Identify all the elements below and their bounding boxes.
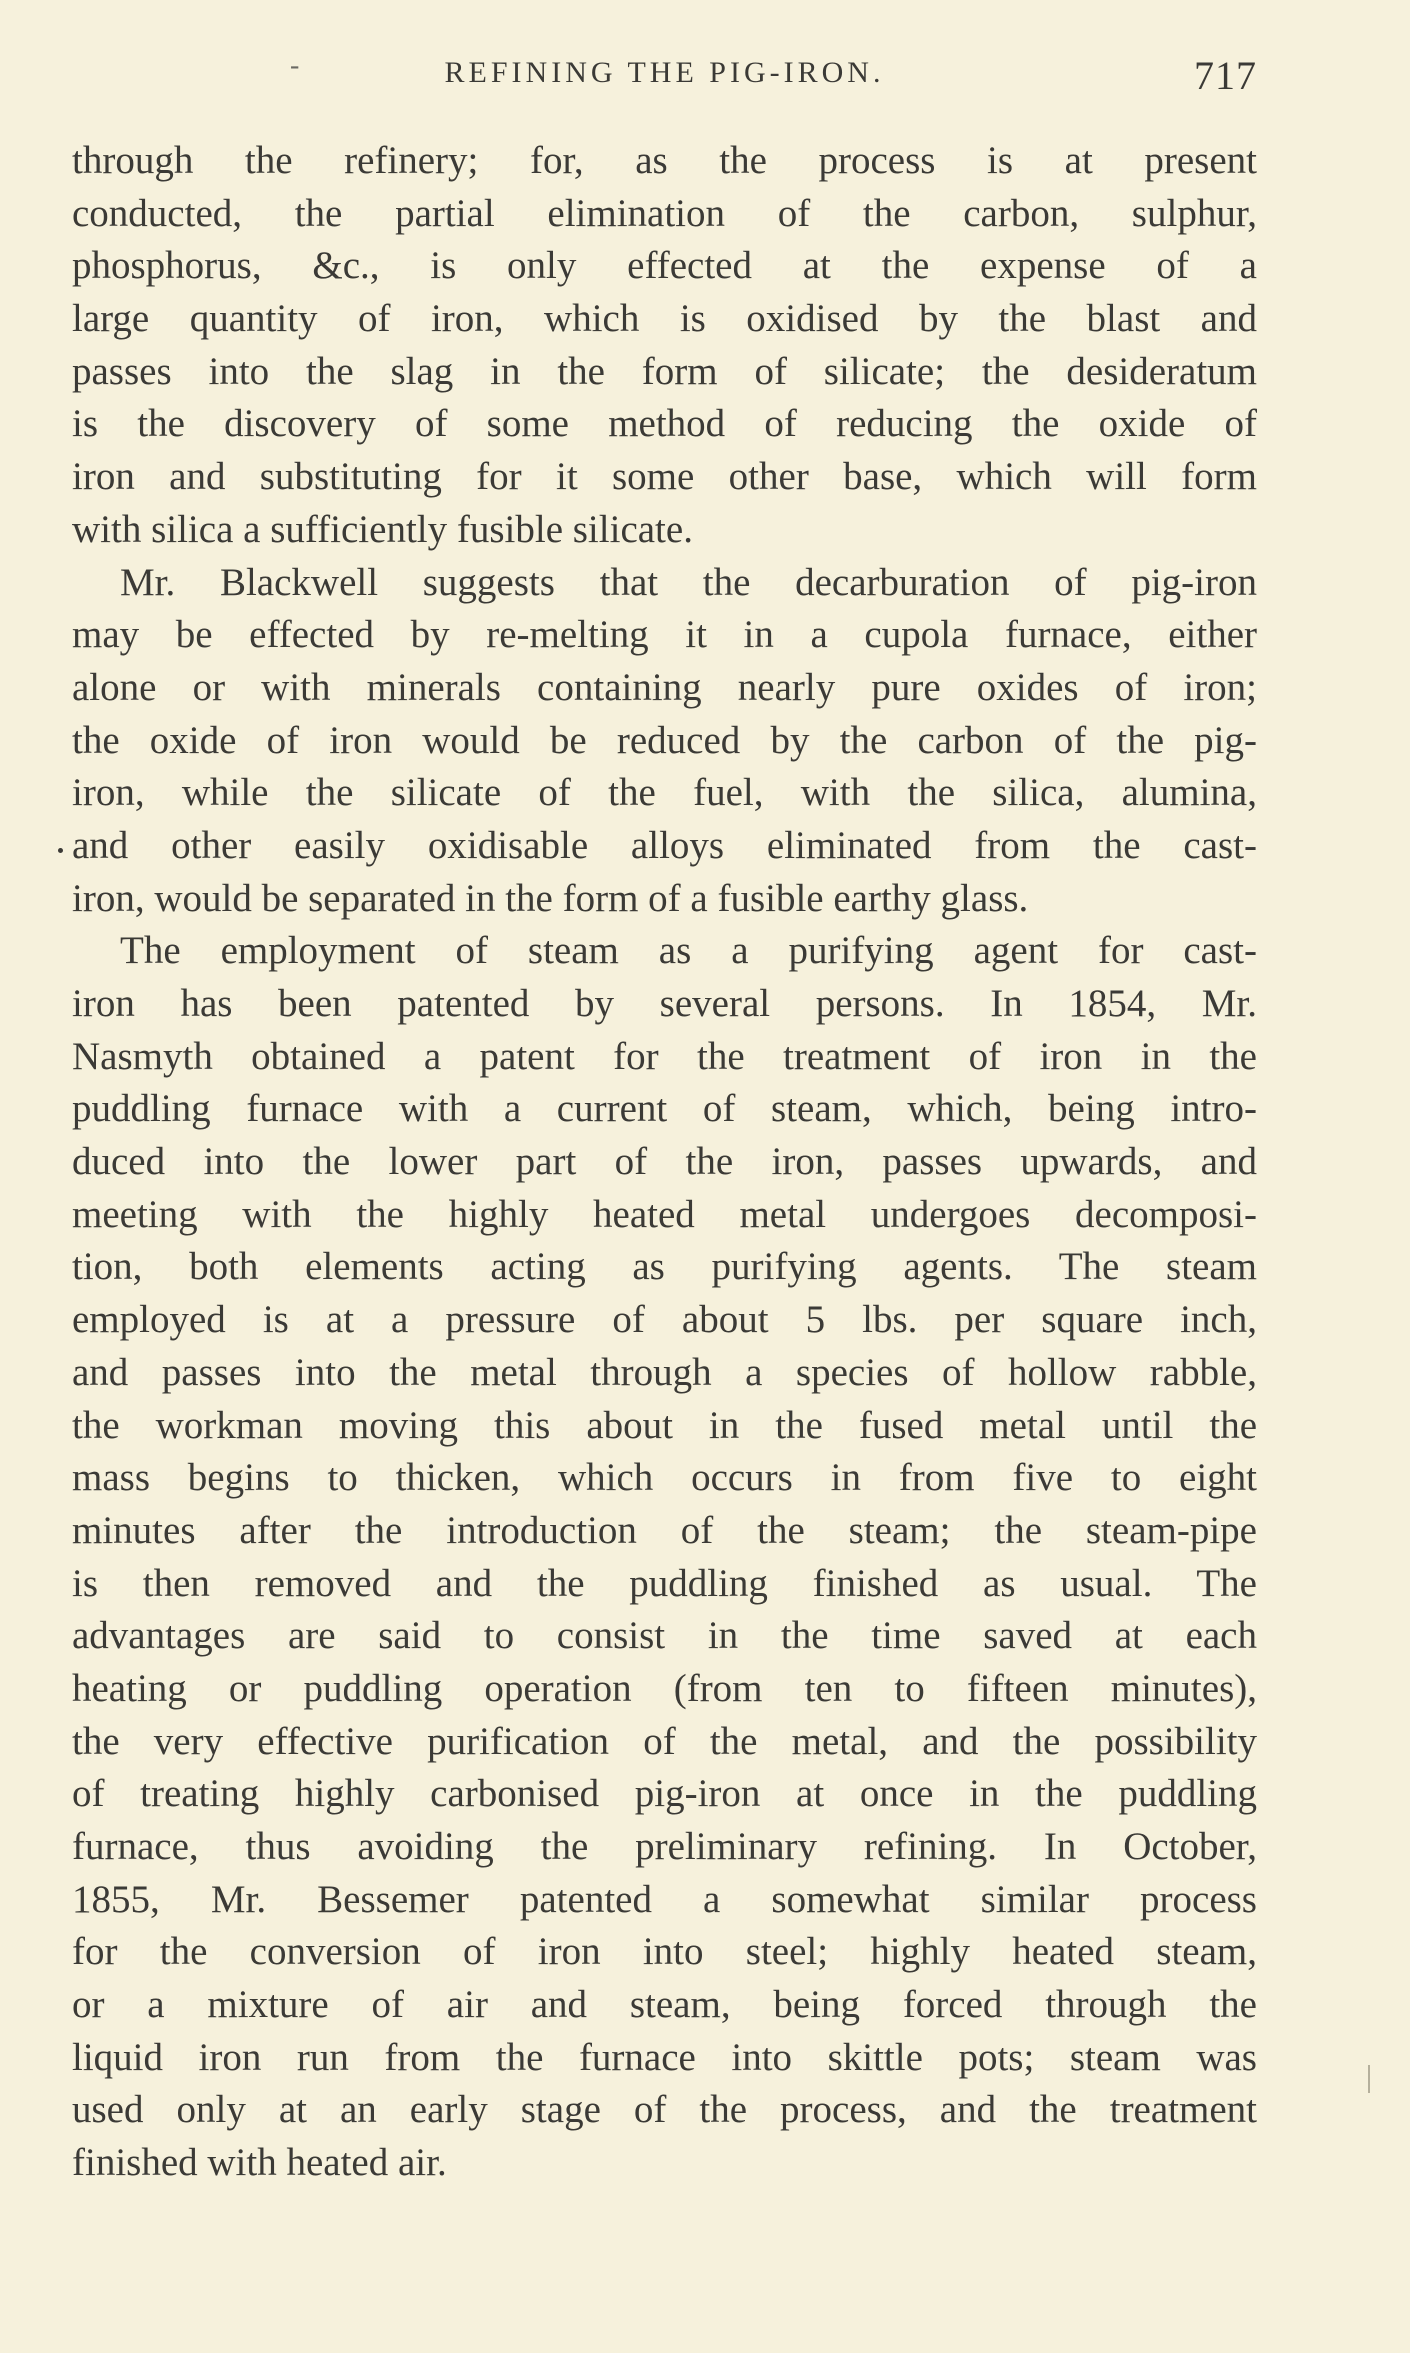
text-line: passes into the slag in the form of silicate; the desideratum xyxy=(72,349,1257,393)
margin-tick xyxy=(1368,2065,1370,2093)
text-line: Mr. Blackwell suggests that the decarburation of pig-iron xyxy=(120,560,1257,604)
text-line: is the discovery of some method of reducing the oxide of xyxy=(72,402,1257,446)
page-number: 717 xyxy=(1194,53,1257,98)
text-line: advantages are said to consist in the time saved at each xyxy=(72,1614,1257,1658)
text-line: may be effected by re-melting it in a cupola furnace, either xyxy=(72,613,1257,657)
header-mark: - xyxy=(290,50,300,81)
text-line: iron and substituting for it some other base, which will form xyxy=(72,455,1257,499)
body-text xyxy=(72,135,1257,2190)
text-line: tion, both elements acting as purifying agents. The steam xyxy=(72,1245,1257,1289)
text-line: Nasmyth obtained a patent for the treatment of iron in the xyxy=(72,1034,1257,1078)
text-line: iron, would be separated in the form of a fusible earthy glass. xyxy=(72,876,1029,920)
text-line: and passes into the metal through a species of hollow rabble, xyxy=(72,1350,1257,1394)
text-line: of treating highly carbonised pig-iron at once in the puddling xyxy=(72,1772,1257,1816)
paragraph-3 xyxy=(72,925,1257,2190)
text-line: 1855, Mr. Bessemer patented a somewhat similar process xyxy=(72,1877,1257,1921)
text-line: used only at an early stage of the process, and the treatment xyxy=(72,2088,1257,2132)
text-line: conducted, the partial elimination of the carbon, sulphur, xyxy=(72,191,1257,235)
text-line: the very effective purification of the metal, and the possibility xyxy=(72,1719,1257,1763)
text-line: mass begins to thicken, which occurs in from five to eight xyxy=(72,1456,1257,1500)
text-line: puddling furnace with a current of steam, which, being intro- xyxy=(72,1087,1257,1131)
text-line: heating or puddling operation (from ten to fifteen minutes), xyxy=(72,1666,1257,1710)
running-title: REFINING THE PIG-IRON. xyxy=(444,56,885,89)
text-line: minutes after the introduction of the steam; the steam-pipe xyxy=(72,1508,1257,1552)
text-line: for the conversion of iron into steel; highly heated steam, xyxy=(72,1930,1257,1974)
text-line: through the refinery; for, as the process is at present xyxy=(72,139,1257,182)
text-line: the workman moving this about in the fused metal until the xyxy=(72,1403,1257,1447)
text-line: iron has been patented by several persons. In 1854, Mr. xyxy=(72,982,1257,1025)
text-line: meeting with the highly heated metal undergoes decomposi- xyxy=(72,1192,1257,1236)
text-line: is then removed and the puddling finished as usual. The xyxy=(72,1561,1257,1605)
text-line: alone or with minerals containing nearly pure oxides of iron; xyxy=(72,665,1257,709)
text-line: phosphorus, &c., is only effected at the expense of a xyxy=(72,244,1257,288)
page-header xyxy=(72,52,1257,100)
text-line: large quantity of iron, which is oxidised by the blast and xyxy=(72,297,1257,341)
text-line: the oxide of iron would be reduced by the carbon of the pig- xyxy=(72,718,1257,762)
text-line: finished with heated air. xyxy=(72,2141,447,2185)
paragraph-1 xyxy=(72,135,1257,557)
margin-dot xyxy=(58,848,63,853)
text-line: and other easily oxidisable alloys eliminated from the cast- xyxy=(72,823,1257,867)
text-line: furnace, thus avoiding the preliminary refining. In October, xyxy=(72,1825,1257,1868)
text-line: or a mixture of air and steam, being forced through the xyxy=(72,1983,1257,2027)
text-line: The employment of steam as a purifying agent for cast- xyxy=(120,929,1257,973)
text-line: employed is at a pressure of about 5 lbs. per square inch, xyxy=(72,1298,1257,1342)
text-line: iron, while the silicate of the fuel, with the silica, alumina, xyxy=(72,771,1257,815)
text-line: liquid iron run from the furnace into skittle pots; steam was xyxy=(72,2035,1257,2079)
text-line: with silica a sufficiently fusible silicate. xyxy=(72,507,693,551)
text-line: duced into the lower part of the iron, passes upwards, and xyxy=(72,1140,1257,1184)
paragraph-2 xyxy=(72,557,1257,926)
